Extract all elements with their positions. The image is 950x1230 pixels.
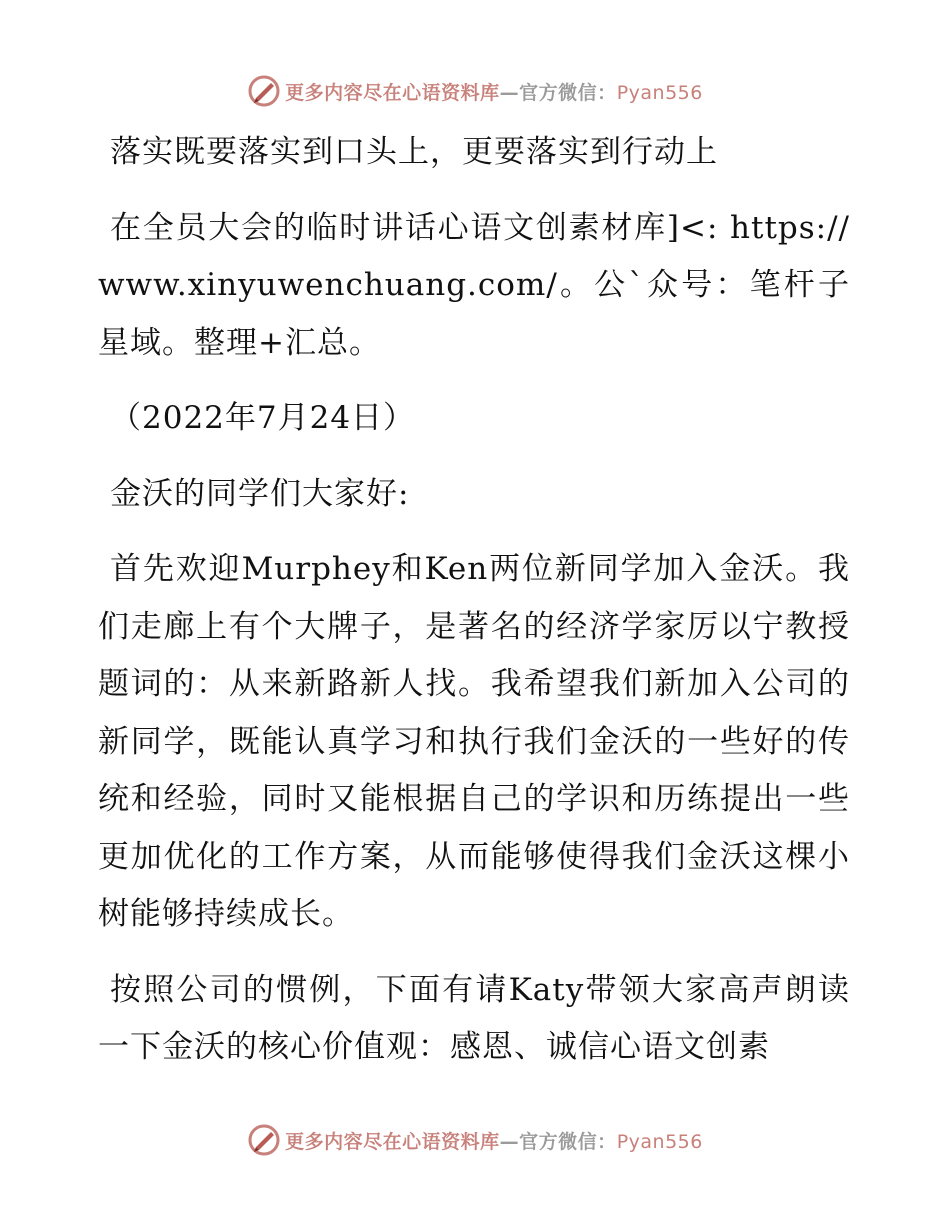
document-title: 落实既要落实到口头上，更要落实到行动上: [110, 134, 718, 170]
document-greeting: 金沃的同学们大家好:: [110, 475, 410, 512]
pen-logo-icon: [247, 74, 281, 108]
footer-official-label: —官方微信：: [499, 1130, 617, 1153]
footer-wechat-id: Pyan556: [616, 1130, 703, 1153]
pen-logo-icon: [247, 1123, 281, 1157]
header-banner-text: [285, 78, 703, 105]
footer-banner-text: [285, 1127, 703, 1154]
header-wechat-id: Pyan556: [616, 81, 703, 104]
footer-brand-text: 更多内容尽在心语资料库: [285, 1130, 500, 1153]
footer-watermark-banner: [0, 1120, 950, 1160]
document-subtitle: 在全员大会的临时讲话心语文创素材库]<: https://www.xinyuwenchuang.com/。公`众号：笔杆子星域。整理+汇总。: [98, 209, 850, 361]
header-brand-text: 更多内容尽在心语资料库: [285, 81, 500, 104]
body-paragraph: 按照公司的惯例，下面有请Katy带领大家高声朗读一下金沃的核心价值观：感恩、诚信心语文创素: [98, 971, 850, 1065]
body-paragraph: 首先欢迎Murphey和Ken两位新同学加入金沃。我们走廊上有个大牌子，是著名的经济学家厉以宁教授题词的：从来新路新人找。我希望我们新加入公司的新同学，既能认真学习和执行我们金沃的一些好的传统和经验，同时又能根据自己的学识和历练提出一些更加优化的工作方案，从而能够使得我们金沃这棵小树能够持续成长。: [98, 551, 850, 932]
document-date: （2022年7月24日）: [110, 400, 416, 436]
header-official-label: —官方微信：: [499, 81, 617, 104]
header-watermark-banner: [0, 71, 950, 111]
document-body: [98, 124, 850, 1077]
